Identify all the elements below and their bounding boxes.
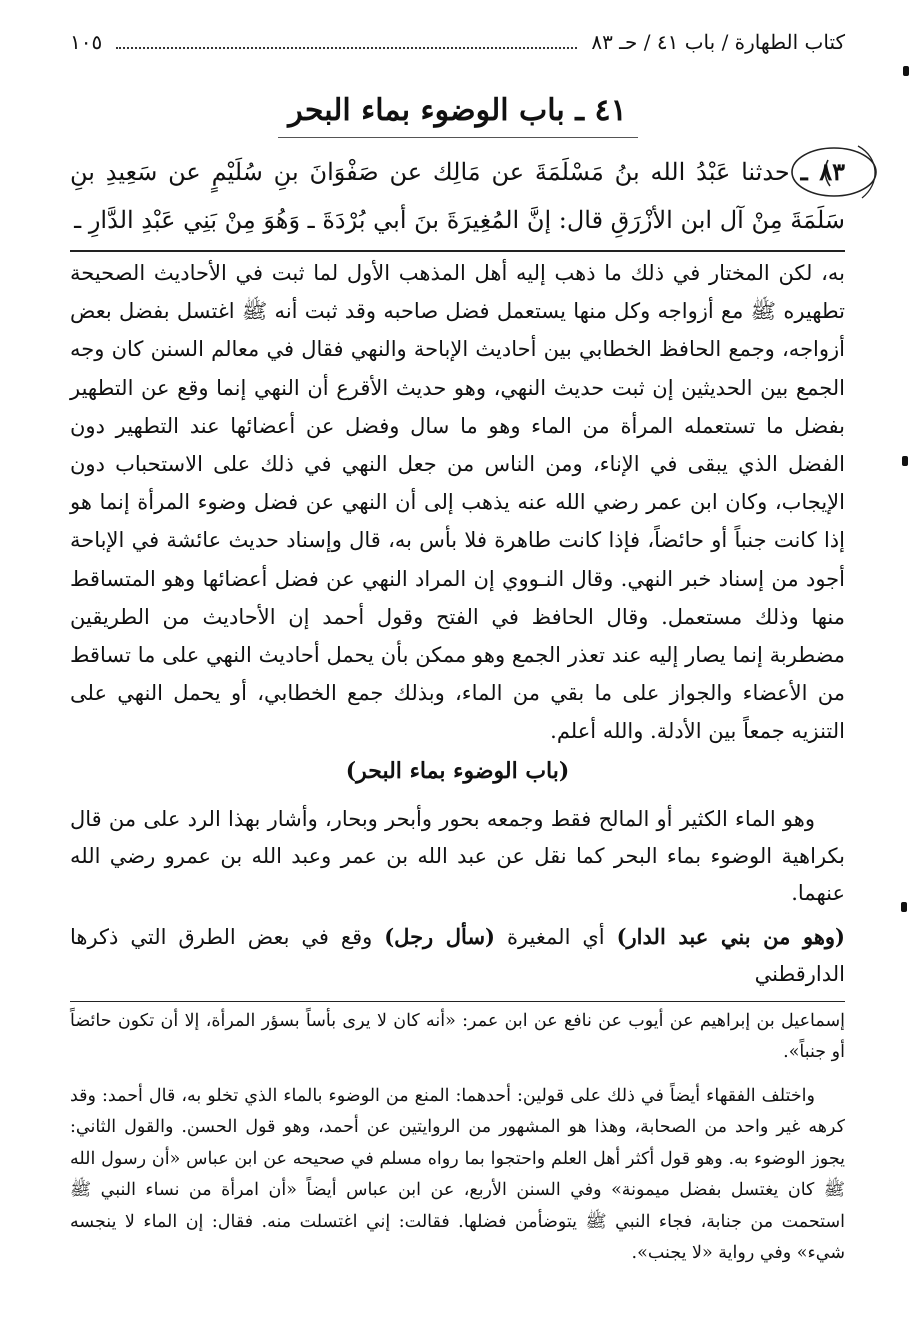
hadith-body: حدثنا عَبْدُ الله بنُ مَسْلَمَةَ عن مَالِك عن صَفْوَانَ بنِ سُلَيْمٍ عن سَعِيدِ بنِ سَلَمَةَ مِنْ آل ابن الأزْرَقِ قال: إنَّ المُغِيرَةَ بنَ أبي بُرْدَةَ ـ وَهُوَ مِنْ بَنِي عَبْدِ الدَّارِ ـ (70, 158, 845, 234)
margin-mark-3 (901, 902, 907, 912)
book-page (70, 30, 845, 1270)
header-dot-leader (116, 47, 577, 49)
commentary-p3-end: وقع في بعض الطرق التي ذكرها الدارقطني (70, 924, 845, 986)
footnote-2: واختلف الفقهاء أيضاً في ذلك على قولين: أحدهما: المنع من الوضوء بالماء الذي تخلو به، قال أحمد: وقد كرهه غير واحد من الصحابة، وهذا هو المشهور من الروايتين عن أحمد، وهو قول الحسن. والقول الثاني: يجوز الوضوء به. وهو قول أكثر أهل العلم واحتجوا بما رواه مسلم في صحيحه عن ابن عباس «أن رسول الله ﷺ كان يغتسل بفضل ميمونة» وفي السنن الأربع، عن ابن عباس أيضاً «أن امرأة من نساء النبي ﷺ استحمت من جنابة، فجاء النبي ﷺ يتوضأمن فضلها. فقالت: إني اغتسلت منه. فقال: إن الماء لا ينجسه شيء» وفي رواية «لا يجنب». (70, 1085, 845, 1264)
hadith-text (70, 148, 845, 244)
chapter-title: ٤١ ـ باب الوضوء بماء البحر (288, 93, 627, 128)
commentary-subtitle: (باب الوضوء بماء البحر) (345, 757, 570, 784)
commentary-p3-mid: أي المغيرة (495, 924, 617, 949)
main-text-divider (70, 250, 845, 252)
footnote-1: إسماعيل بن إبراهيم عن أيوب عن نافع عن ابن عمر: «أنه كان لا يرى بأساً بسؤر المرأة، إلا أن تكون حائضاً أو جنباً». (70, 1010, 845, 1063)
page-number: ١٠٥ (70, 30, 103, 54)
commentary-paragraph-2: وهو الماء الكثير أو المالح فقط وجمعه بحور وأبحر وبحار، وأشار بهذا الرد على من قال بكراهية الوضوء بماء البحر كما نقل عن عبد الله بن عمر وعبد الله بن عمرو رضي الله عنهما. (70, 806, 845, 905)
commentary-p3-bold-1: (وهو من بني عبد الدار) (616, 923, 845, 949)
commentary-paragraph-3 (70, 918, 845, 993)
footnote-divider (70, 1001, 845, 1002)
margin-mark-2 (902, 456, 908, 466)
commentary-p3-bold-2: (سأل رجل) (384, 923, 495, 949)
chapter-title-underline (278, 137, 638, 146)
margin-mark-1 (903, 66, 909, 76)
header-title: كتاب الطهارة / باب ٤١ / حـ ٨٣ (591, 30, 845, 54)
commentary-paragraph-1: به، لكن المختار في ذلك ما ذهب إليه أهل المذهب الأول لما ثبت في الأحاديث الصحيحة تطهيره ﷺ مع أزواجه وكل منها يستعمل فضل صاحبه وقد ثبت أنه ﷺ اغتسل بفضل بعض أزواجه، وجمع الحافظ الخطابي بين أحاديث الإباحة والنهي فقال في معالم السنن كان وجه الجمع بين الحديثين إن ثبت حديث النهي، وهو حديث الأقرع أن النهي إنما وقع عن التطهير بفضل ما تستعمله المرأة من الماء وهو ما سال وفضل عن أعضائها عند التطهير دون الفضل الذي يبقى في الإناء، ومن الناس من جعل النهي في ذلك على الاستحباب دون الإيجاب، وكان ابن عمر رضي الله عنه يذهب إلى أن النهي عن فضل وضوء المرأة إنما هو إذا كانت جنباً أو حائضاً، فإذا كانت طاهرة فلا بأس به، قال وإسناد حديث عائشة في الإباحة أجود من إسناد خبر النهي. وقال النـووي إن المراد النهي عن فضل أعضائها وهو المتساقط منها وذلك مستعمل. وقال الحافظ في الفتح وقول أحمد إن الأحاديث من الطريقين مضطربة إنما يصار إليه عند تعذر الجمع وهو ممكن بأن يحمل أحاديث النهي على ما تساقط من الأعضاء والجواز على ما بقي من الماء، وبذلك جمع الخطابي، أو يحمل النهي على التنزيه جمعاً بين الأدلة. والله أعلم. (70, 261, 845, 744)
hadith-number: ٨٣ ـ (800, 157, 845, 186)
running-header (70, 30, 845, 67)
